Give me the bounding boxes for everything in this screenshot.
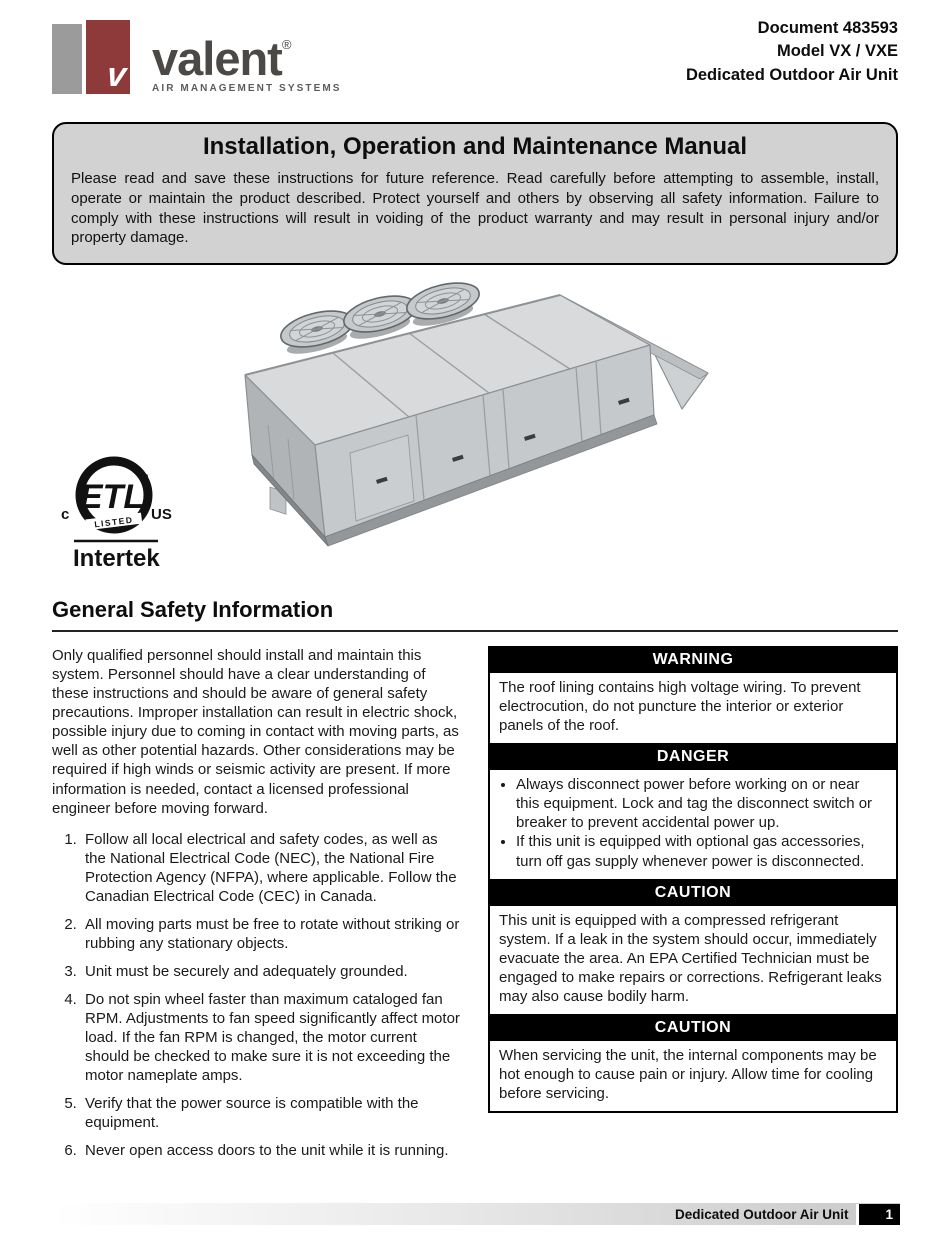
bullet-item: • Always disconnect power before working on or near this equipment. Lock and tag the disconnect switch or breaker to prevent accidental power up. bbox=[516, 775, 887, 832]
model-number: Model VX / VXE bbox=[776, 42, 898, 61]
caution-box-title: CAUTION bbox=[490, 1016, 896, 1041]
list-item: 5. Verify that the power source is compatible with the equipment. bbox=[81, 1094, 462, 1132]
caution-text: When servicing the unit, the internal components may be hot enough to cause pain or injury. Allow time for cooling before servicing. bbox=[499, 1046, 877, 1102]
list-item: 3. Unit must be securely and adequately grounded. bbox=[81, 962, 462, 981]
product-name: Dedicated Outdoor Air Unit bbox=[685, 65, 898, 84]
list-item: 4. Do not spin wheel faster than maximum cataloged fan RPM. Adjustments to fan speed significantly affect motor load. If the fan RPM is changed, the motor current should be checked to make sure it is not exceeding the motor nameplate amps. bbox=[81, 990, 462, 1085]
etl-us-label: US bbox=[151, 506, 172, 524]
section-intro-text: Only qualified personnel should install and maintain this system. Personnel should have a clear understanding of these instructions and should be aware of general safety precautions. Improper installation can result in electric shock, possible injury due to coming in contact with moving parts, as well as other potential hazards. Other considerations may be required if high winds or seismic activity are present. If more information is needed, contact a licensed professional engineer before moving forward. bbox=[52, 647, 459, 817]
bullet-item: • If this unit is equipped with optional gas accessories, turn off gas supply whenever power is disconnected. bbox=[516, 832, 887, 870]
logo-red-box bbox=[86, 20, 130, 94]
document-info bbox=[686, 14, 898, 87]
caution-box-body bbox=[490, 1041, 896, 1111]
logo-gray-bar bbox=[52, 24, 82, 94]
brand-wordmark: valent bbox=[152, 32, 282, 86]
caution-box-body bbox=[490, 906, 896, 1014]
caution-box-title: CAUTION bbox=[490, 881, 896, 906]
logo-text bbox=[152, 14, 354, 94]
caution-box-hot-components bbox=[488, 1014, 898, 1113]
footer-label: Dedicated Outdoor Air Unit bbox=[674, 1206, 849, 1222]
document-number: Document 483593 bbox=[757, 19, 898, 37]
etl-certification-mark bbox=[58, 453, 176, 575]
danger-box-title: DANGER bbox=[490, 745, 896, 770]
list-item: 1. Follow all local electrical and safety codes, as well as the National Electrical Code (NEC), the National Fire Protection Agency (NFPA), where applicable. Follow the Canadian Electrical Code (CEC) in Canada. bbox=[81, 830, 462, 906]
list-item: 2. All moving parts must be free to rotate without striking or rubbing any stationary objects. bbox=[81, 915, 462, 953]
caution-box-refrigerant bbox=[488, 879, 898, 1016]
figure-area bbox=[52, 275, 898, 577]
caution-text: This unit is equipped with a compressed refrigerant system. If a leak in the system should occur, immediately evacuate the area. An EPA Certified Technician must be engaged to make repairs or corrections. Refrigerant leaks may also cause bodily harm. bbox=[499, 911, 882, 1005]
etl-letters: ETL bbox=[79, 478, 145, 517]
danger-bullet-list bbox=[499, 775, 887, 870]
warning-box-title: WARNING bbox=[490, 648, 896, 673]
valent-logo bbox=[52, 14, 354, 94]
footer-bar bbox=[52, 1203, 900, 1225]
intertek-label: Intertek bbox=[73, 545, 160, 573]
left-column bbox=[52, 646, 462, 1169]
brand-tagline: AIR MANAGEMENT SYSTEMS bbox=[152, 83, 342, 94]
section-heading: General Safety Information bbox=[52, 597, 898, 632]
content-columns bbox=[52, 646, 898, 1169]
warning-text: The roof lining contains high voltage wiring. To prevent electrocution, do not puncture the interior or exterior panels of the roof. bbox=[499, 679, 861, 735]
etl-cm-label: CM bbox=[138, 474, 149, 482]
right-column bbox=[488, 646, 898, 1169]
etl-c-label: c bbox=[61, 506, 70, 524]
logo-v-mark: v bbox=[105, 56, 128, 94]
manual-title-box bbox=[52, 122, 898, 265]
product-image bbox=[230, 275, 750, 575]
safety-instruction-list bbox=[52, 830, 462, 1161]
warning-box bbox=[488, 646, 898, 745]
list-item: 6. Never open access doors to the unit while it is running. bbox=[81, 1141, 462, 1160]
brand-name bbox=[152, 32, 354, 86]
manual-intro-text: Please read and save these instructions for future reference. Read carefully before attempting to assemble, install, operate or maintain the product described. Protect yourself and others by observing all safety information. Failure to comply with these instructions will result in voiding of the product warranty and may result in personal injury and/or property damage. bbox=[71, 170, 879, 247]
danger-box bbox=[488, 743, 898, 880]
registered-mark: ® bbox=[281, 37, 292, 53]
manual-title: Installation, Operation and Maintenance Manual bbox=[202, 133, 748, 160]
page-number: 1 bbox=[856, 1204, 900, 1225]
danger-box-body bbox=[490, 770, 896, 878]
warning-box-body bbox=[490, 673, 896, 743]
etl-listed-label: LISTED bbox=[93, 514, 134, 530]
page-header bbox=[52, 14, 898, 106]
